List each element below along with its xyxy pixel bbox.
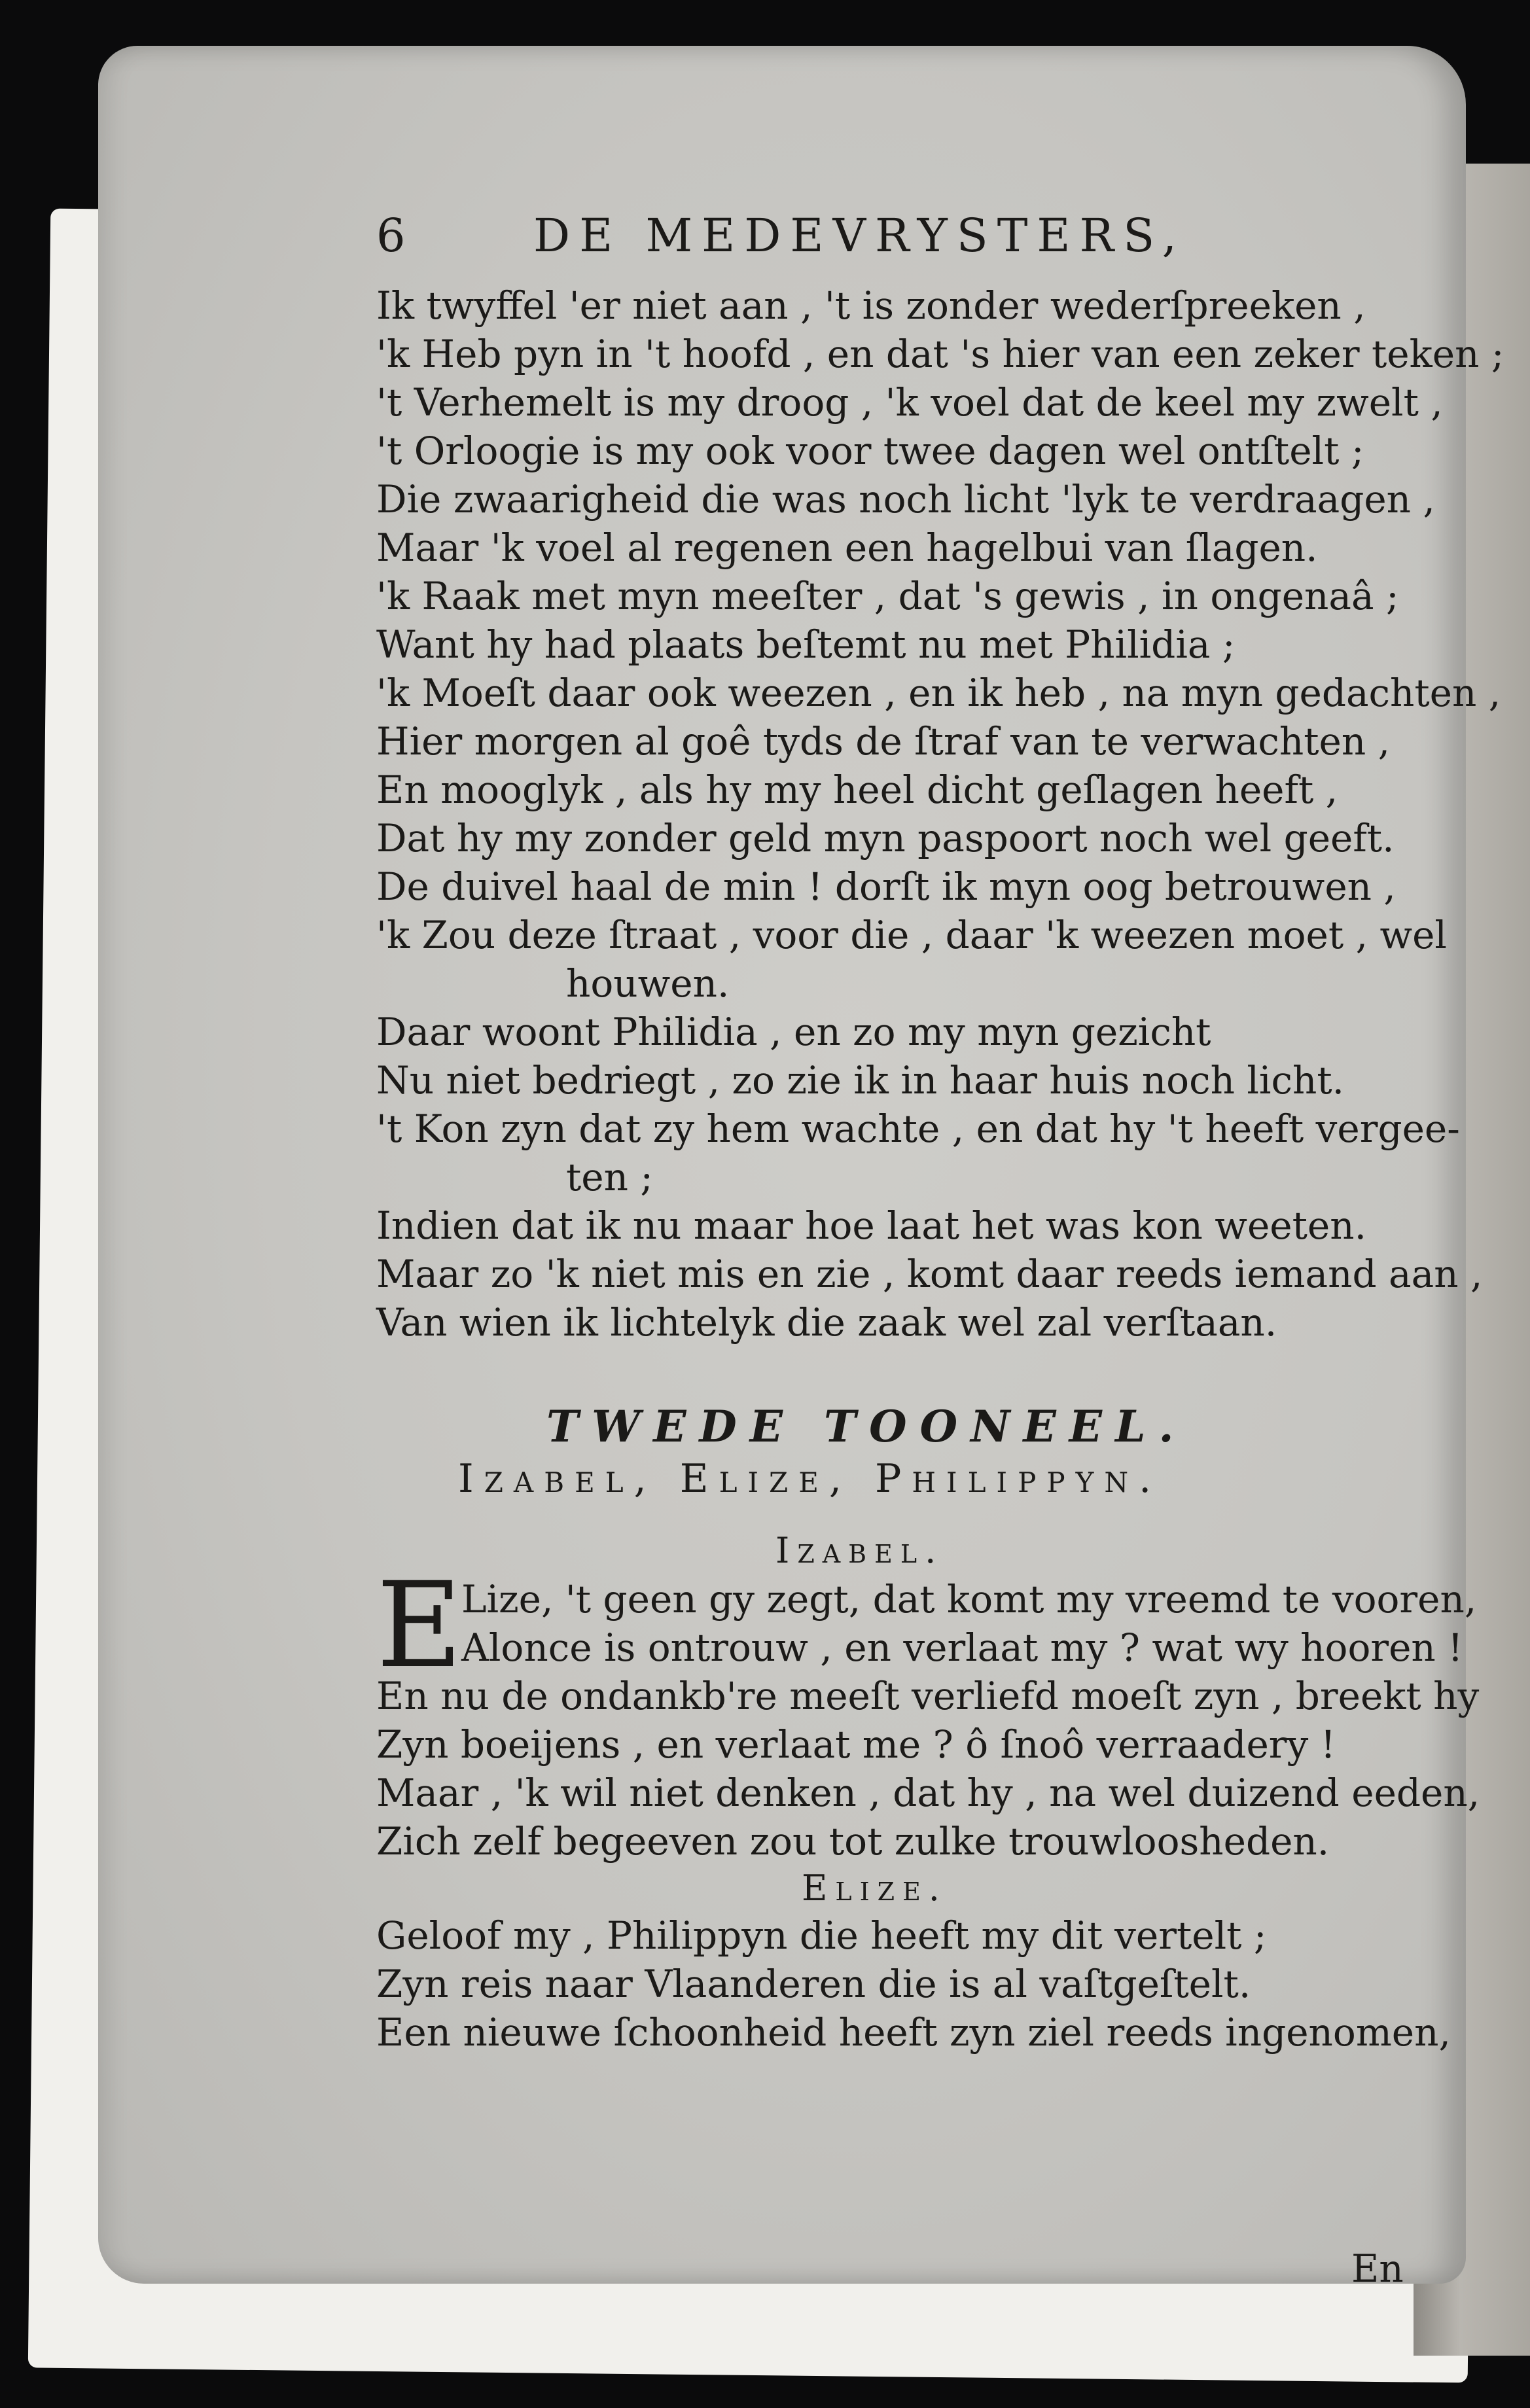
verse-line: Maar 'k voel al regenen een hagelbui van ſlagen.: [376, 525, 1318, 570]
verse-line: Dat hy my zonder geld myn paspoort noch wel geeft.: [376, 816, 1395, 860]
speaker-name-elize: Elize.: [802, 1868, 948, 1909]
verse-line: En mooglyk , als hy my heel dicht geſlagen heeft ,: [376, 768, 1338, 812]
verse-line: Zyn reis naar Vlaanderen die is al vaſtgeſtelt.: [376, 1962, 1251, 2006]
page-number: 6: [376, 209, 415, 262]
verse-line: Geloof my , Philippyn die heeft my dit vertelt ;: [376, 1913, 1267, 1958]
verse-line: En nu de ondankb're meeſt verliefd moeſt zyn , breekt hy: [376, 1674, 1480, 1718]
verse-line: De duivel haal de min ! dorſt ik myn oog betrouwen ,: [376, 864, 1396, 909]
scene-heading: TWEDE TOONEEL.: [546, 1401, 1187, 1452]
cast-list: Izabel, Elize, Philippyn.: [458, 1456, 1162, 1502]
verse-line: Zyn boeijens , en verlaat me ? ô ſnoô verraadery !: [376, 1722, 1336, 1767]
running-head: [376, 206, 1306, 265]
verse-line: Hier morgen al goê tyds de ſtraf van te verwachten ,: [376, 719, 1391, 764]
verse-line: Maar zo 'k niet mis en zie , komt daar reeds iemand aan ,: [376, 1252, 1483, 1296]
verse-line: 't Orloogie is my ook voor twee dagen wel ontſtelt ;: [376, 429, 1364, 473]
verse-line: 'k Raak met myn meeſter , dat 's gewis , in ongenaâ ;: [376, 574, 1399, 618]
verse-line: Maar , 'k wil niet denken , dat hy , na wel duizend eeden,: [376, 1771, 1480, 1815]
speaker-name-izabel: Izabel.: [775, 1530, 944, 1571]
verse-line: 'k Heb pyn in 't hoofd , en dat 's hier van een zeker teken ;: [376, 332, 1504, 376]
verse-line: Een nieuwe ſchoonheid heeft zyn ziel reeds ingenomen,: [376, 2010, 1451, 2055]
verse-line: Lize, 't geen gy zegt, dat komt my vreemd te vooren,: [461, 1577, 1477, 1621]
verse-line: Zich zelf begeeven zou tot zulke trouwloosheden.: [376, 1819, 1330, 1864]
catchword: En: [1351, 2246, 1404, 2291]
verse-line: Van wien ik lichtelyk die zaak wel zal verſtaan.: [376, 1300, 1277, 1345]
verse-line: Daar woont Philidia , en zo my myn gezicht: [376, 1010, 1211, 1054]
verse-line: Alonce is ontrouw , en verlaat my ? wat wy hooren !: [461, 1625, 1463, 1670]
verse-line: 'k Moeſt daar ook weezen , en ik heb , na myn gedachten ,: [376, 671, 1501, 715]
verse-line: Indien dat ik nu maar hoe laat het was kon weeten.: [376, 1203, 1367, 1248]
verse-line: 'k Zou deze ſtraat , voor die , daar 'k weezen moet , wel: [376, 913, 1447, 957]
running-title: DE MEDEVRYSTERS,: [533, 209, 1186, 262]
verse-line: 't Kon zyn dat zy hem wachte , en dat hy 't heeft vergee-: [376, 1107, 1460, 1151]
verse-line: Want hy had plaats beſtemt nu met Philidia ;: [376, 622, 1236, 667]
verse-line: Ik twyffel 'er niet aan , 't is zonder wederſpreeken ,: [376, 283, 1366, 328]
verse-line-turnover: ten ;: [566, 1155, 653, 1199]
drop-cap: E: [376, 1557, 463, 1694]
verse-line: Die zwaarigheid die was noch licht 'lyk te verdraagen ,: [376, 477, 1435, 522]
verse-line: Nu niet bedriegt , zo zie ik in haar huis noch licht.: [376, 1058, 1345, 1103]
verse-line: 't Verhemelt is my droog , 'k voel dat de keel my zwelt ,: [376, 380, 1443, 425]
verse-line-turnover: houwen.: [566, 961, 730, 1006]
